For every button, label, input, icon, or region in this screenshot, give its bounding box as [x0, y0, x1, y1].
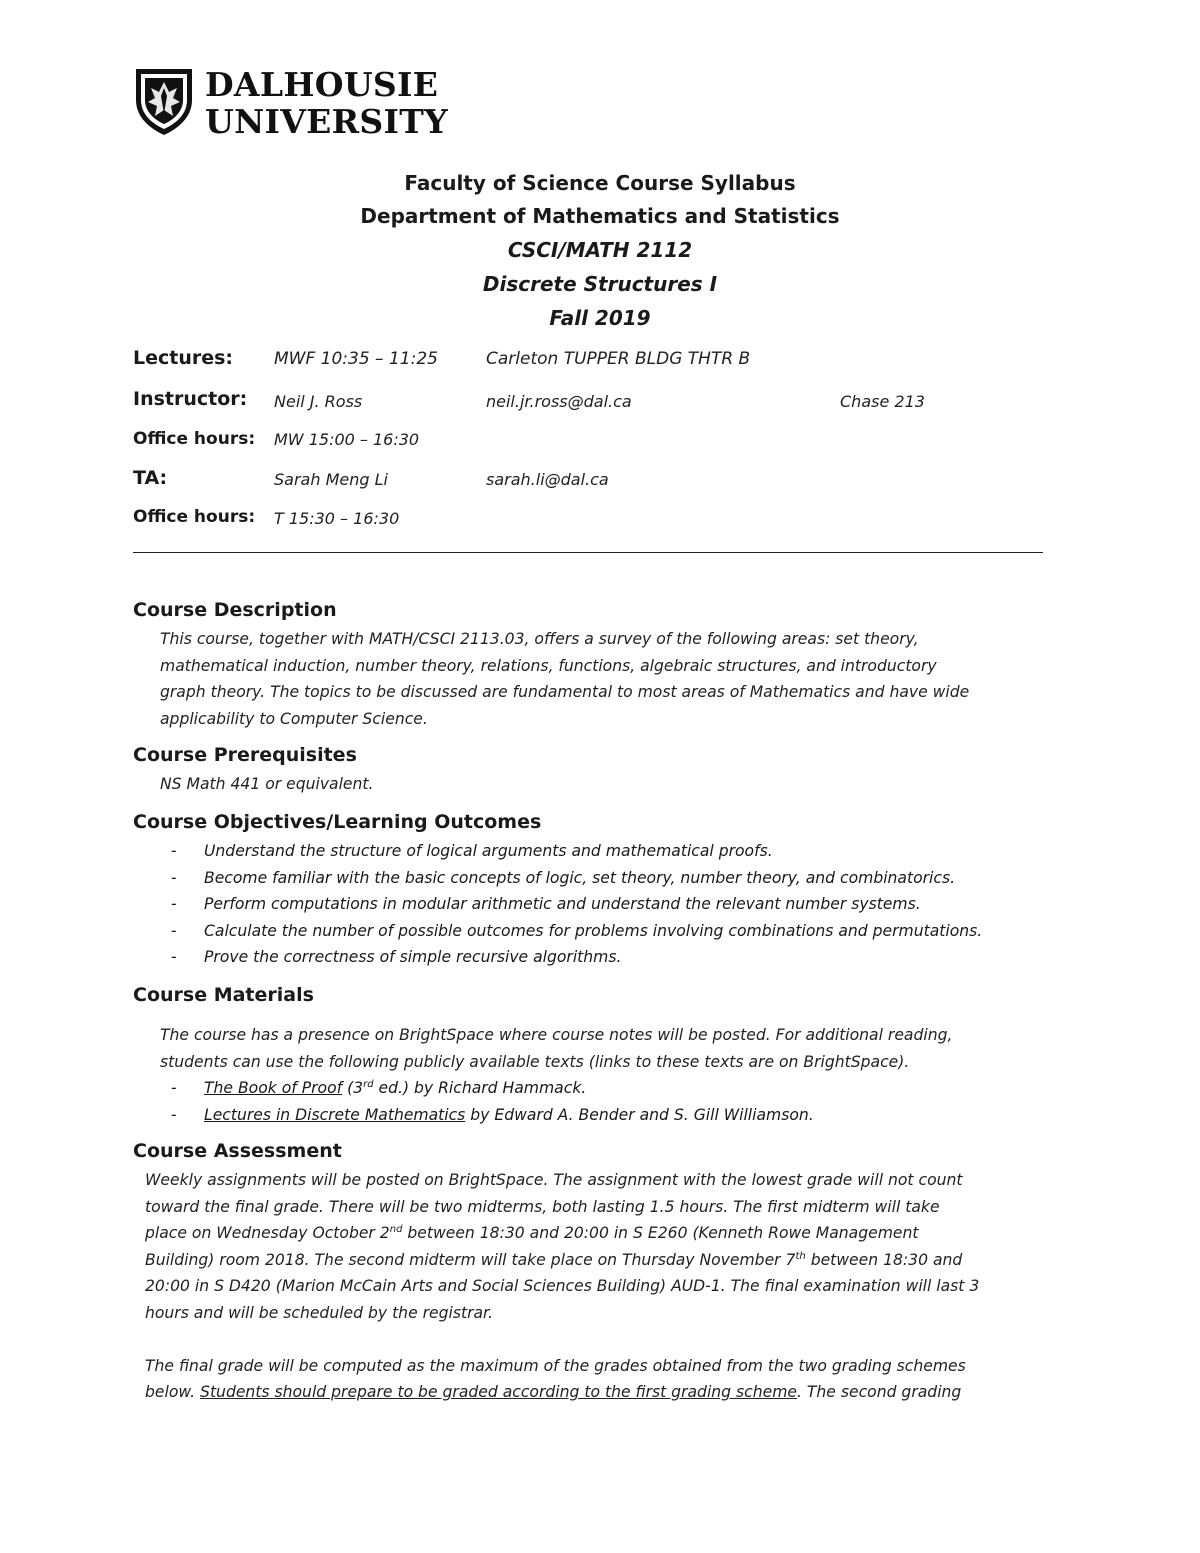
- objective-item: [171, 944, 982, 971]
- bullet-dash: -: [171, 1079, 177, 1097]
- course-code: CSCI/MATH 2112: [507, 238, 693, 262]
- objective-item: [171, 838, 982, 865]
- course-name: Discrete Structures I: [482, 272, 718, 296]
- bullet-dash: -: [171, 868, 177, 887]
- lectures-time: MWF 10:35 – 11:25: [274, 349, 438, 369]
- objective-text: Calculate the number of possible outcomes for problems involving combinations and permutations.: [204, 921, 983, 940]
- objective-item: [171, 891, 982, 918]
- book-title-link[interactable]: The Book of Proof: [204, 1079, 343, 1097]
- objectives-heading: Course Objectives/Learning Outcomes: [133, 811, 542, 833]
- materials-heading: Course Materials: [133, 984, 314, 1006]
- instructor-email[interactable]: neil.jr.ross@dal.ca: [486, 392, 632, 411]
- ta-office-hours: T 15:30 – 16:30: [274, 509, 400, 528]
- assessment-fragment: below.: [145, 1383, 201, 1401]
- assessment-text: [145, 1167, 979, 1406]
- prerequisites-text: NS Math 441 or equivalent.: [160, 775, 374, 793]
- instructor-office: Chase 213: [840, 392, 925, 411]
- book-title-link[interactable]: Lectures in Discrete Mathematics: [204, 1105, 466, 1124]
- assessment-fragment: place on Wednesday October 2: [145, 1224, 390, 1242]
- date-superscript: th: [795, 1250, 806, 1262]
- objective-item: [171, 918, 983, 945]
- instructor-office-hours: MW 15:00 – 16:30: [274, 430, 420, 449]
- book-item: [171, 1102, 814, 1129]
- materials-text: [160, 1022, 952, 1075]
- objectives-list: [171, 838, 983, 971]
- wordmark-line-1: DALHOUSIE: [205, 65, 439, 104]
- ta-office-hours-label: Office hours:: [133, 507, 256, 527]
- instructor-label: Instructor:: [133, 388, 248, 410]
- materials-line: The course has a presence on BrightSpace where course notes will be posted. For additional reading,: [160, 1026, 953, 1044]
- description-text: [160, 626, 969, 732]
- university-crest-logo: [133, 66, 195, 142]
- paragraph-gap: [145, 1326, 979, 1353]
- description-heading: Course Description: [133, 599, 337, 621]
- book-edition: (3: [342, 1079, 364, 1097]
- objective-text: Prove the correctness of simple recursive algorithms.: [204, 948, 622, 966]
- assessment-line: [145, 1247, 979, 1274]
- syllabus-title: Faculty of Science Course Syllabus: [404, 171, 796, 195]
- book-author: by Edward A. Bender and S. Gill Williamson.: [465, 1105, 814, 1124]
- objective-text: Become familiar with the basic concepts of logic, set theory, number theory, and combinatorics.: [204, 868, 956, 887]
- objective-item: [171, 865, 982, 892]
- instructor-name: Neil J. Ross: [274, 392, 363, 411]
- bullet-dash: -: [171, 1105, 177, 1124]
- lectures-location: Carleton TUPPER BLDG THTR B: [486, 349, 751, 369]
- objective-text: Understand the structure of logical arguments and mathematical proofs.: [204, 842, 773, 860]
- description-line: This course, together with MATH/CSCI 2113.03, offers a survey of the following areas: set theory,: [160, 630, 919, 648]
- assessment-line: 20:00 in S D420 (Marion McCain Arts and Social Sciences Building) AUD-1. The final examination will last 3: [145, 1277, 980, 1295]
- grading-emphasis: Students should prepare to be graded according to the first grading scheme: [200, 1383, 797, 1401]
- assessment-fragment: Building) room 2018. The second midterm will take place on Thursday November 7: [145, 1250, 796, 1269]
- assessment-line: hours and will be scheduled by the registrar.: [145, 1303, 493, 1322]
- edition-superscript: rd: [363, 1078, 374, 1090]
- assessment-fragment: . The second grading: [796, 1383, 962, 1401]
- lectures-label: Lectures:: [133, 347, 234, 369]
- date-superscript: nd: [389, 1223, 403, 1235]
- book-item: [171, 1075, 814, 1102]
- assessment-line: [145, 1220, 979, 1247]
- assessment-heading: Course Assessment: [133, 1140, 342, 1162]
- materials-line: students can use the following publicly available texts (links to these texts are on BrightSpace).: [160, 1052, 910, 1071]
- department-title: Department of Mathematics and Statistics: [360, 204, 840, 228]
- ta-label: TA:: [133, 467, 168, 489]
- bullet-dash: -: [171, 895, 177, 913]
- assessment-fragment: between 18:30 and: [805, 1250, 963, 1269]
- materials-list: [171, 1075, 814, 1128]
- objective-text: Perform computations in modular arithmetic and understand the relevant number systems.: [204, 895, 921, 913]
- term: Fall 2019: [549, 306, 651, 330]
- office-hours-label: Office hours:: [133, 429, 256, 449]
- divider: [133, 552, 1043, 553]
- description-line: graph theory. The topics to be discussed are fundamental to most areas of Mathematics and have wide: [160, 683, 970, 701]
- prerequisites-heading: Course Prerequisites: [133, 744, 357, 766]
- ta-name: Sarah Meng Li: [274, 470, 388, 489]
- assessment-fragment: between 18:30 and 20:00 in S E260 (Kenneth Rowe Management: [402, 1224, 919, 1242]
- assessment-line: The final grade will be computed as the maximum of the grades obtained from the two grading schemes: [145, 1356, 966, 1375]
- bullet-dash: -: [171, 948, 177, 966]
- description-line: applicability to Computer Science.: [160, 709, 428, 728]
- book-author: ed.) by Richard Hammack.: [373, 1079, 587, 1097]
- bullet-dash: -: [171, 921, 177, 940]
- assessment-line: Weekly assignments will be posted on BrightSpace. The assignment with the lowest grade will not count: [145, 1171, 963, 1189]
- assessment-line: [145, 1379, 979, 1406]
- description-line: mathematical induction, number theory, relations, functions, algebraic structures, and introductory: [160, 656, 937, 675]
- ta-email[interactable]: sarah.li@dal.ca: [486, 470, 609, 489]
- university-wordmark: [205, 66, 448, 140]
- wordmark-line-2: UNIVERSITY: [205, 102, 448, 141]
- assessment-line: toward the final grade. There will be two midterms, both lasting 1.5 hours. The first midterm will take: [145, 1197, 940, 1216]
- bullet-dash: -: [171, 842, 177, 860]
